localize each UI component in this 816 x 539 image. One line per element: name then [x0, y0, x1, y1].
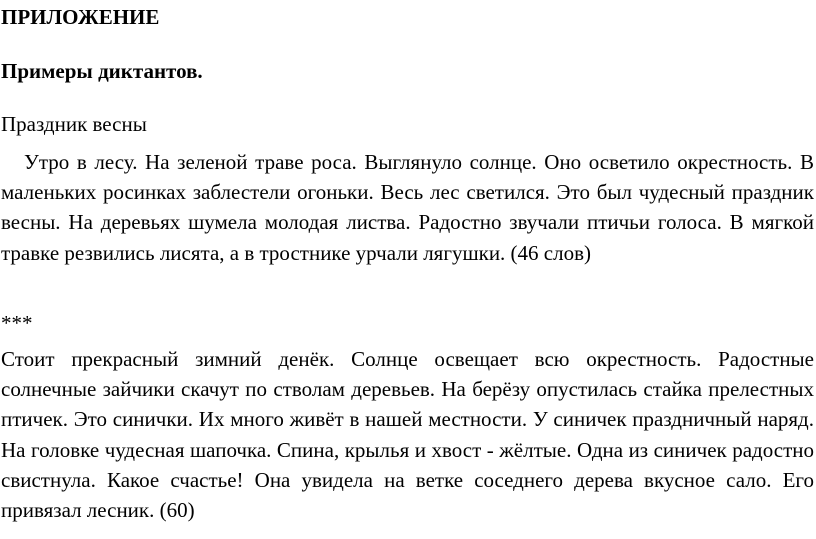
section-title: Примеры диктантов. — [1, 59, 203, 83]
dictation-2-text: Стоит прекрасный зимний денёк. Солнце освещает всю окрестность. Радостные солнечные зайчики скачут по стволам деревьев. На берёзу опустилась стайка прелестных птичек. Это синички. Их много живёт в нашей местности. У синичек праздничный наряд. На головке чудесная шапочка. Спина, крылья и хвост - жёлтые. Одна из синичек радостно свистнула. Какое счастье! Она увидела на ветке соседнего дерева вкусное сало. Его привязал лесник. (60) — [1, 347, 814, 523]
dictation-1-title: Праздник весны — [1, 112, 147, 136]
dictation-1-text: Утро в лесу. На зеленой траве роса. Выглянуло солнце. Оно осветило окрестность. В маленьких росинках заблестели огоньки. Весь лес светился. Это был чудесный праздник весны. На деревьях шумела молодая листва. Радостно звучали птичьи голоса. В мягкой травке резвились лисята, а в тростнике урчали лягушки. (46 слов) — [1, 150, 814, 265]
separator: *** — [1, 311, 33, 335]
appendix-title: ПРИЛОЖЕНИЕ — [1, 5, 160, 29]
